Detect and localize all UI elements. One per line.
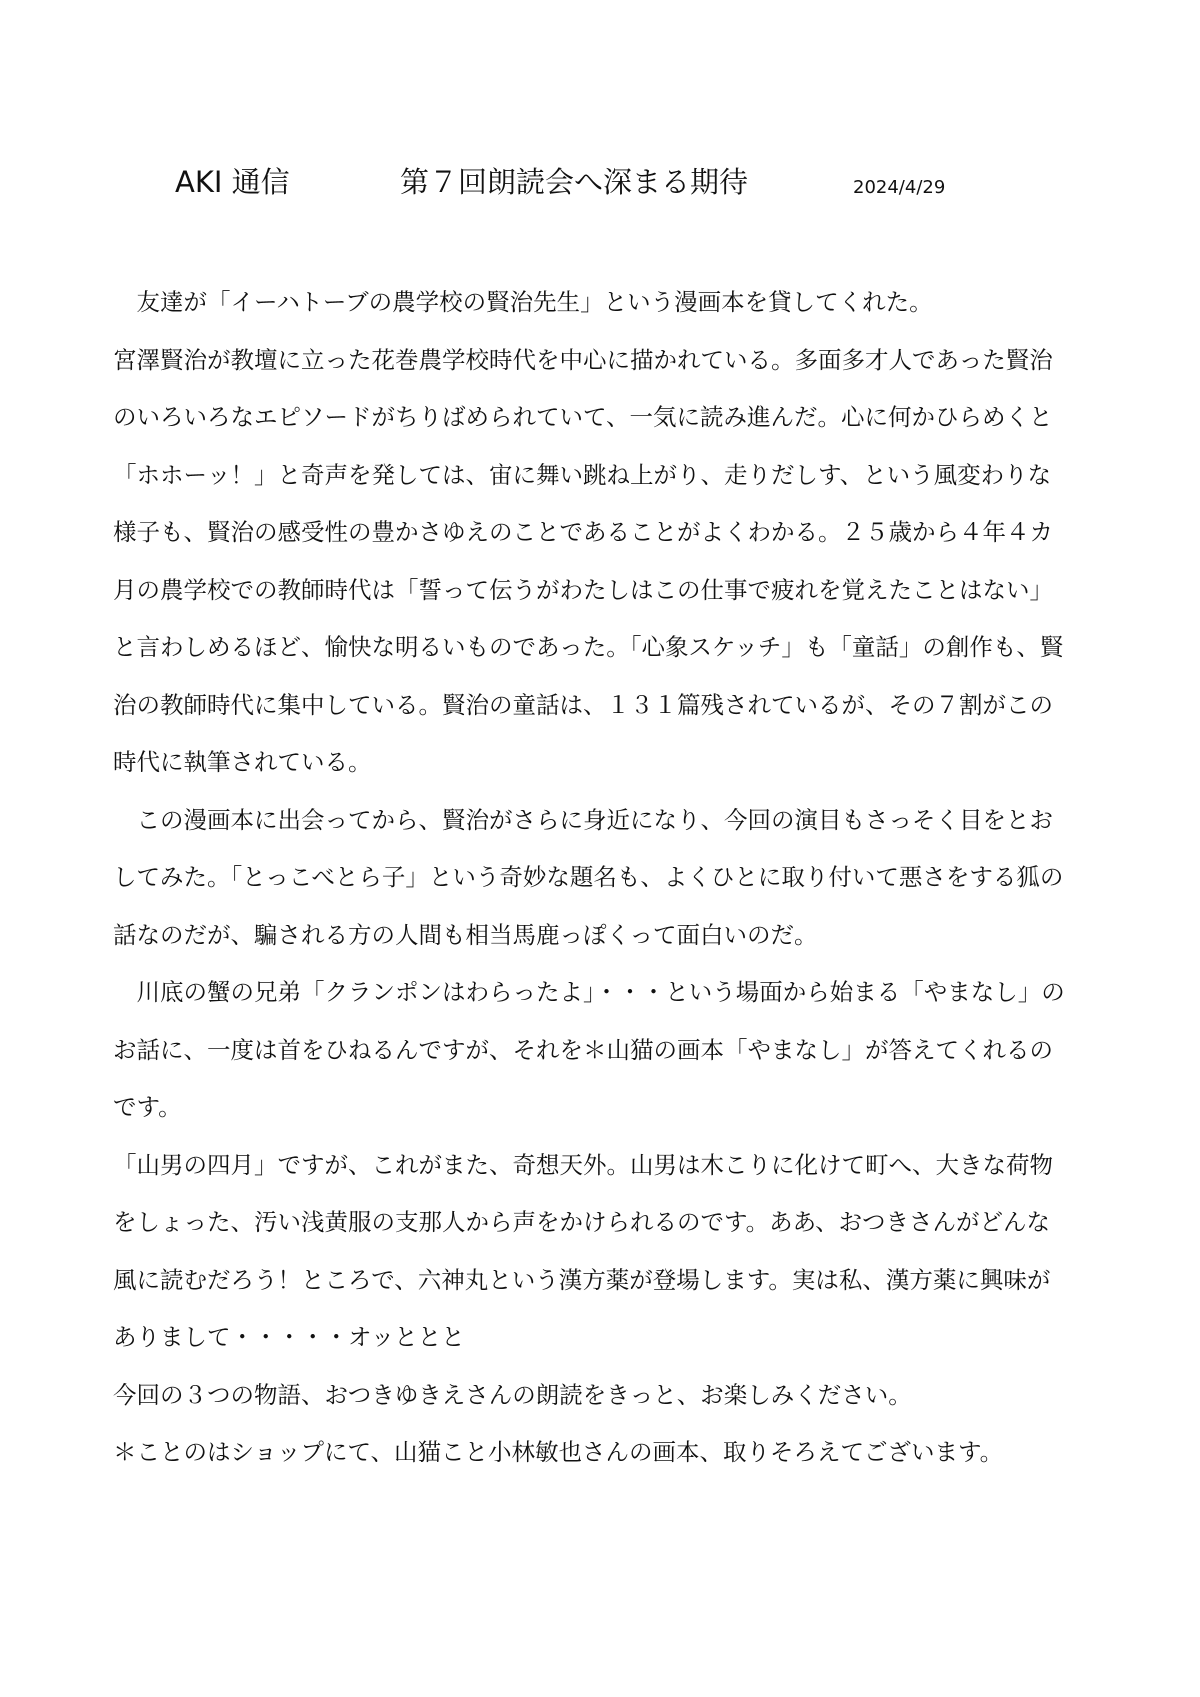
text-line: 友達が「イーハトーブの農学校の賢治先生」という漫画本を貸してくれた。 [113,288,933,316]
text-line: 「ホホーッ！」と奇声を発しては、宙に舞い跳ね上がり、走りだしす、という風変わりな [113,460,1052,489]
article-body [113,274,1103,1482]
text-line: 様子も、賢治の感受性の豊かさゆえのことであることがよくわかる。２５歳から４年４カ [113,518,1053,546]
text-line: してみた。「とっこべとら子」という奇妙な題名も、よくひとに取り付いて悪さをする狐の [113,863,1064,891]
headline: 第７回朗読会へ深まる期待 [400,165,749,199]
issue-date: 2024/4/29 [853,177,946,198]
text-line: 宮澤賢治が教壇に立った花巻農学校時代を中心に描かれている。多面多才人であった賢治 [113,345,1053,374]
text-line: です。 [113,1093,182,1121]
text-line: 月の農学校での教師時代は「誓って伝うがわたしはこの仕事で疲れを覚えたことはない」 [113,575,1053,604]
text-line: ＊ことのはショップにて、山猫こと小林敏也さんの画本、取りそろえてございます。 [113,1438,1004,1466]
text-line: 今回の３つの物語、おつきゆきえさんの朗読をきっと、お楽しみください。 [113,1380,912,1409]
text-line: をしょった、汚い浅黄服の支那人から声をかけられるのです。ああ、おつきさんがどんな [113,1208,1050,1236]
text-line: 「山男の四月」ですが、これがまた、奇想天外。山男は木こりに化けて町へ、大きな荷物 [113,1150,1053,1179]
text-line: 川底の蟹の兄弟「クランポンはわらったよ」・・・という場面から始まる「やまなし」の [113,978,1065,1006]
text-line: 風に読むだろう！ところで、六神丸という漢方薬が登場します。実は私、漢方薬に興味が [113,1265,1051,1294]
text-line: この漫画本に出会ってから、賢治がさらに身近になり、今回の演目もさっそく目をとお [113,805,1053,834]
text-line: ありまして・・・・・オッととと [113,1323,465,1351]
text-line: 話なのだが、騙される方の人間も相当馬鹿っぽくって面白いのだ。 [113,920,818,949]
text-line: 時代に執筆されている。 [113,748,372,776]
text-line: お話に、一度は首をひねるんですが、それを＊山猫の画本「やまなし」が答えてくれるの [113,1035,1053,1064]
text-line: 治の教師時代に集中している。賢治の童話は、１３１篇残されているが、その７割がこの [113,690,1053,719]
text-line: のいろいろなエピソードがちりばめられていて、一気に読み進んだ。心に何かひらめくと [113,403,1053,431]
text-line: と言わしめるほど、愉快な明るいものであった。「心象スケッチ」も「童話」の創作も、賢 [113,633,1064,661]
newsletter-header [175,160,1075,204]
newsletter-name: AKI 通信 [175,165,290,199]
